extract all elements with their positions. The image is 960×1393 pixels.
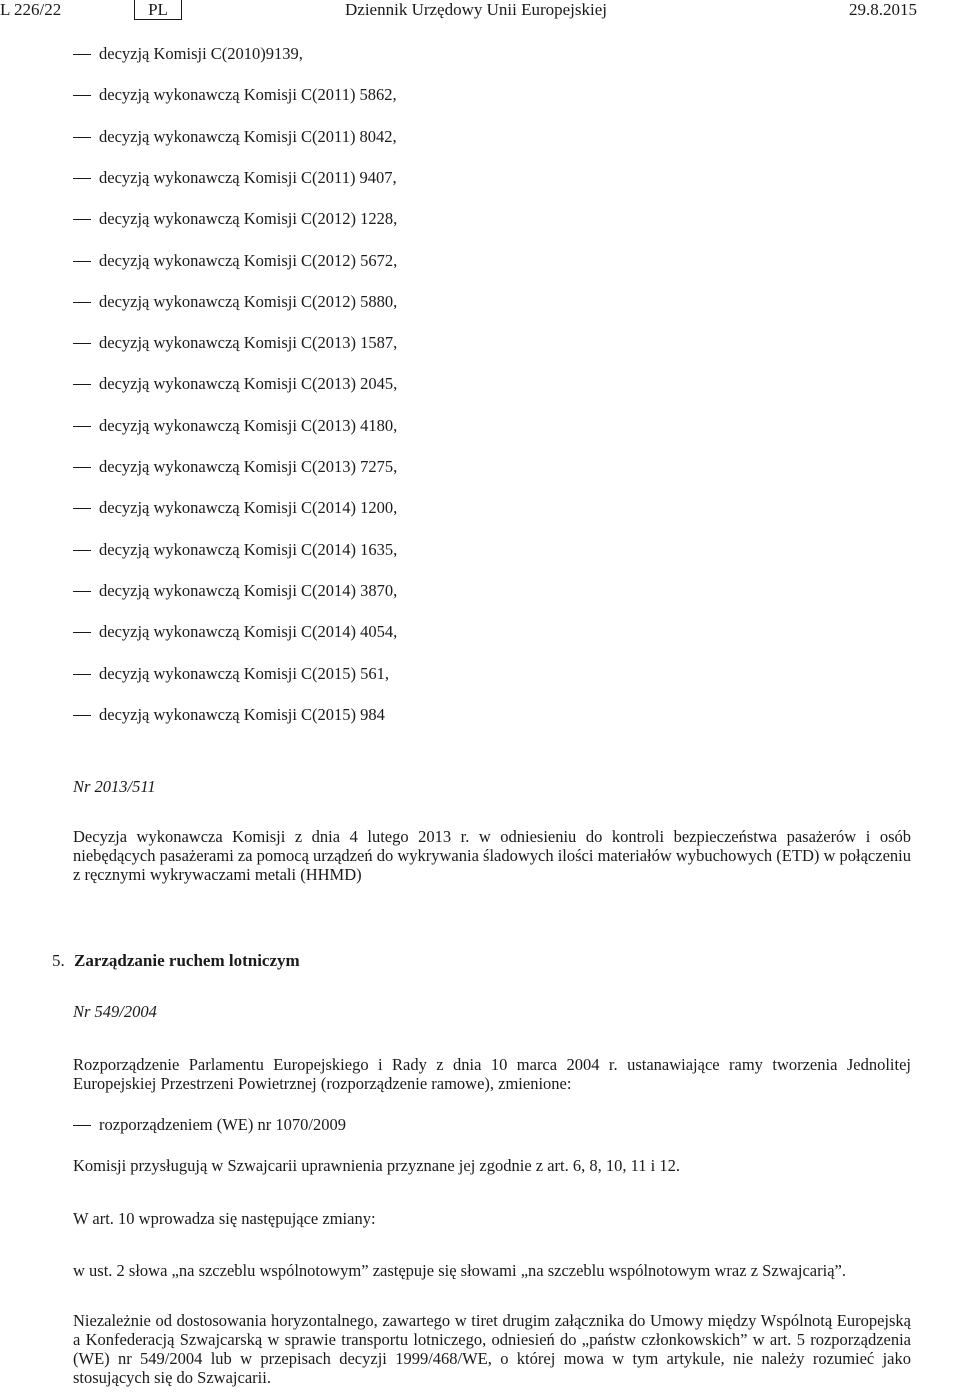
decision-text: decyzją wykonawczą Komisji C(2014) 1635, bbox=[99, 540, 398, 559]
decision-list-item bbox=[73, 85, 397, 105]
dash-icon bbox=[73, 178, 91, 179]
act-549-2004-description: Rozporządzenie Parlamentu Europejskiego i Rady z dnia 10 marca 2004 r. ustanawiające ramy tworzenia Jednolitej Europejskiej Przestrzeni Powietrznej (rozporządzenie ramowe), zmienione: bbox=[73, 1055, 911, 1093]
decision-list-item bbox=[73, 251, 397, 271]
section-title: Zarządzanie ruchem lotniczym bbox=[74, 951, 300, 970]
dash-icon bbox=[73, 550, 91, 551]
decision-text: decyzją wykonawczą Komisji C(2013) 2045, bbox=[99, 374, 398, 393]
decision-text: decyzją wykonawczą Komisji C(2015) 561, bbox=[99, 664, 390, 683]
decision-text: decyzją wykonawczą Komisji C(2011) 9407, bbox=[99, 168, 397, 187]
decision-text: decyzją wykonawczą Komisji C(2013) 7275, bbox=[99, 457, 398, 476]
decision-list-item bbox=[73, 457, 397, 477]
closing-paragraph: Niezależnie od dostosowania horyzontalnego, zawartego w tiret drugim załącznika do Umowy między Wspólnotą Europejską a Konfederacją Szwajcarską w sprawie transportu lotniczego, odniesień do „państw członkowskich” w art. 5 rozporządzenia (WE) nr 549/2004 lub w przepisach decyzji 1999/468/WE, o której mowa w tym artykule, nie należy rozumieć jako stosujących się do Szwajcarii. bbox=[73, 1311, 911, 1387]
decision-list-item bbox=[73, 540, 397, 560]
decision-text: decyzją wykonawczą Komisji C(2012) 5672, bbox=[99, 251, 398, 270]
decision-text: decyzją wykonawczą Komisji C(2014) 3870, bbox=[99, 581, 398, 600]
dash-icon bbox=[73, 591, 91, 592]
decision-text: decyzją wykonawczą Komisji C(2014) 1200, bbox=[99, 498, 398, 517]
decision-text: decyzją wykonawczą Komisji C(2013) 1587, bbox=[99, 333, 398, 352]
decision-text: decyzją wykonawczą Komisji C(2013) 4180, bbox=[99, 416, 398, 435]
journal-title: Dziennik Urzędowy Unii Europejskiej bbox=[345, 0, 608, 19]
decision-list-item bbox=[73, 209, 397, 229]
amendment-text: rozporządzeniem (WE) nr 1070/2009 bbox=[99, 1115, 346, 1134]
decision-text: decyzją wykonawczą Komisji C(2014) 4054, bbox=[99, 622, 398, 641]
dash-icon bbox=[73, 715, 91, 716]
decision-text: decyzją wykonawczą Komisji C(2011) 8042, bbox=[99, 127, 397, 146]
section-number: 5. bbox=[52, 951, 65, 970]
dash-icon bbox=[73, 674, 91, 675]
decision-list-item bbox=[73, 374, 397, 394]
dash-icon bbox=[73, 137, 91, 138]
page-reference: L 226/22 bbox=[0, 0, 62, 19]
dash-icon bbox=[73, 1125, 91, 1126]
dash-icon bbox=[73, 632, 91, 633]
dash-icon bbox=[73, 261, 91, 262]
art10-change-text: w ust. 2 słowa „na szczeblu wspólnotowym” zastępuje się słowami „na szczeblu wspólnotowym wraz z Szwajcarią”. bbox=[73, 1261, 846, 1280]
decision-list-item bbox=[73, 705, 385, 725]
decision-text: decyzją wykonawczą Komisji C(2015) 984 bbox=[99, 705, 385, 724]
act-2013-511-description: Decyzja wykonawcza Komisji z dnia 4 lutego 2013 r. w odniesieniu do kontroli bezpieczeństwa pasażerów i osób niebędących pasażerami za pomocą urządzeń do wykrywania śladowych ilości materiałów wybuchowych (ETD) w połączeniu z ręcznymi wykrywaczami metali (HHMD) bbox=[73, 827, 911, 884]
dash-icon bbox=[73, 343, 91, 344]
amendment-item bbox=[73, 1115, 346, 1135]
commission-rights-text: Komisji przysługują w Szwajcarii uprawnienia przyznane jej zgodnie z art. 6, 8, 10, 11 i 12. bbox=[73, 1156, 680, 1175]
page-header bbox=[0, 0, 960, 24]
section-heading bbox=[52, 951, 300, 971]
dash-icon bbox=[73, 95, 91, 96]
decision-list-item bbox=[73, 581, 397, 601]
act-number-549-2004: Nr 549/2004 bbox=[73, 1002, 157, 1021]
act-number-2013-511: Nr 2013/511 bbox=[73, 777, 156, 796]
decision-list-item bbox=[73, 292, 397, 312]
decision-text: decyzją wykonawczą Komisji C(2012) 1228, bbox=[99, 209, 398, 228]
dash-icon bbox=[73, 467, 91, 468]
language-badge: PL bbox=[134, 0, 182, 20]
decision-list-item bbox=[73, 44, 303, 64]
decision-text: decyzją wykonawczą Komisji C(2012) 5880, bbox=[99, 292, 398, 311]
publication-date: 29.8.2015 bbox=[849, 0, 917, 19]
decision-list-item bbox=[73, 333, 397, 353]
decision-text: decyzją wykonawczą Komisji C(2011) 5862, bbox=[99, 85, 397, 104]
decision-list-item bbox=[73, 416, 397, 436]
decision-list-item bbox=[73, 664, 389, 684]
decision-list-item bbox=[73, 498, 397, 518]
decision-text: decyzją Komisji C(2010)9139, bbox=[99, 44, 303, 63]
dash-icon bbox=[73, 426, 91, 427]
dash-icon bbox=[73, 384, 91, 385]
dash-icon bbox=[73, 302, 91, 303]
dash-icon bbox=[73, 219, 91, 220]
decision-list-item bbox=[73, 168, 397, 188]
decision-list-item bbox=[73, 622, 397, 642]
decision-list-item bbox=[73, 127, 397, 147]
dash-icon bbox=[73, 54, 91, 55]
art10-intro-text: W art. 10 wprowadza się następujące zmiany: bbox=[73, 1209, 376, 1228]
dash-icon bbox=[73, 508, 91, 509]
